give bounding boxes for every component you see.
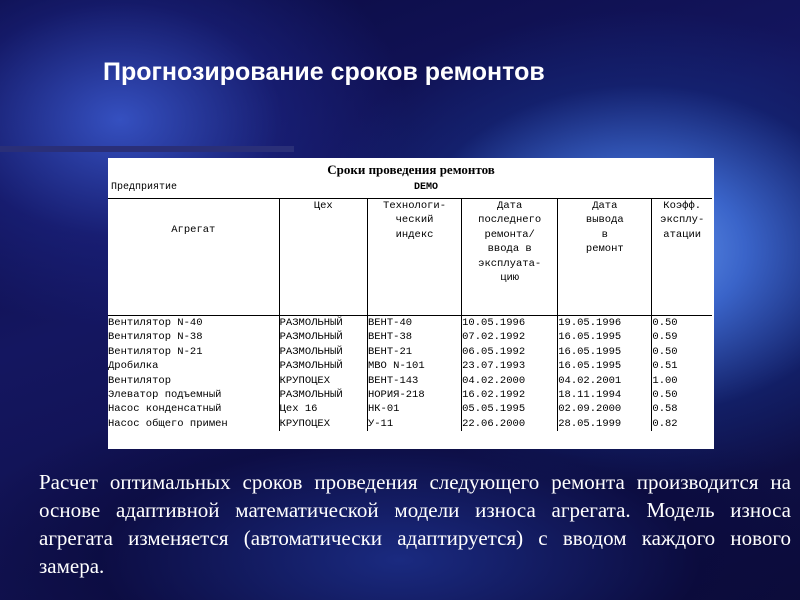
cell-last-date: 06.05.1992: [462, 345, 526, 358]
cell-last-date: 23.07.1993: [462, 360, 526, 373]
cell-aggregate: Вентилятор N-21: [108, 345, 203, 358]
cell-tech-index: НОРИЯ-218: [367, 388, 425, 401]
repair-schedule-sheet: [108, 158, 714, 449]
cell-out-date: 16.05.1995: [558, 360, 622, 373]
cell-tech-index: НК-01: [367, 403, 400, 416]
cell-coefficient: 0.58: [652, 403, 678, 416]
cell-last-date: 05.05.1995: [462, 403, 526, 416]
cell-coefficient: 1.00: [652, 374, 678, 387]
column-aggregate: [108, 316, 279, 432]
cell-out-date: 16.05.1995: [558, 331, 622, 344]
cell-aggregate: Элеватор подъемный: [108, 388, 222, 401]
column-coefficient: [652, 316, 712, 432]
table-header-row: [108, 199, 712, 316]
sheet-title: Сроки проведения ремонтов: [327, 162, 495, 177]
cell-aggregate: Вентилятор: [108, 374, 172, 387]
cell-shop: РАЗМОЛЬНЫЙ: [279, 331, 343, 344]
header-aggregate: Агрегат: [108, 199, 279, 316]
cell-out-date: 16.05.1995: [558, 345, 622, 358]
cell-coefficient: 0.82: [652, 417, 678, 430]
cell-tech-index: ВЕНТ-21: [367, 345, 413, 358]
cell-aggregate: Вентилятор N-38: [108, 331, 203, 344]
header-tech-index: Технологи- ческий индекс: [367, 199, 461, 316]
cell-shop: РАЗМОЛЬНЫЙ: [279, 345, 343, 358]
cell-aggregate: Насос общего примен: [108, 417, 228, 430]
cell-last-date: 16.02.1992: [462, 388, 526, 401]
cell-coefficient: 0.50: [652, 345, 678, 358]
header-out-date: Дата вывода в ремонт: [558, 199, 652, 316]
cell-tech-index: ВЕНТ-38: [367, 331, 413, 344]
cell-last-date: 22.06.2000: [462, 417, 526, 430]
column-last-repair-date: [462, 316, 558, 432]
header-last-repair-date: Дата последнего ремонта/ ввода в эксплуата- цию: [462, 199, 558, 316]
cell-aggregate: Дробилка: [108, 360, 159, 373]
cell-aggregate: Насос конденсатный: [108, 403, 222, 416]
enterprise-value: DEMO: [414, 182, 439, 193]
cell-shop: Цех 16: [279, 403, 318, 416]
cell-shop: РАЗМОЛЬНЫЙ: [279, 388, 343, 401]
cell-shop: КРУПОЦЕХ: [279, 417, 331, 430]
repair-table: [108, 198, 712, 431]
cell-last-date: 10.05.1996: [462, 317, 526, 329]
cell-out-date: 18.11.1994: [558, 388, 622, 401]
cell-shop: КРУПОЦЕХ: [279, 374, 331, 387]
cell-shop: РАЗМОЛЬНЫЙ: [279, 360, 343, 373]
slide-title: Прогнозирование сроков ремонтов: [103, 58, 545, 86]
cell-out-date: 28.05.1999: [558, 417, 622, 430]
column-shop: [279, 316, 367, 432]
cell-out-date: 02.09.2000: [558, 403, 622, 416]
title-underline: [0, 146, 294, 152]
cell-last-date: 07.02.1992: [462, 331, 526, 344]
enterprise-label: Предприятие: [111, 182, 178, 193]
description-paragraph: Расчет оптимальных сроков проведения следующего ремонта производится на основе адаптивной математической модели износа агрегата. Модель износа агрегата изменяется (автоматически адаптируется) с вводом каждого нового замера.: [39, 470, 791, 578]
column-out-date: [558, 316, 652, 432]
cell-tech-index: ВЕНТ-40: [367, 317, 413, 329]
cell-coefficient: 0.50: [652, 317, 678, 329]
table-body-row: [108, 316, 712, 432]
cell-out-date: 19.05.1996: [558, 317, 622, 329]
cell-last-date: 04.02.2000: [462, 374, 526, 387]
cell-coefficient: 0.51: [652, 360, 678, 373]
column-tech-index: [367, 316, 461, 432]
cell-tech-index: У-11: [367, 417, 394, 430]
cell-tech-index: МВО N-101: [367, 360, 425, 373]
cell-aggregate: Вентилятор N-40: [108, 317, 203, 329]
cell-coefficient: 0.59: [652, 331, 678, 344]
header-coefficient: Коэфф. эксплу- атации: [652, 199, 712, 316]
cell-shop: РАЗМОЛЬНЫЙ: [279, 317, 343, 329]
cell-out-date: 04.02.2001: [558, 374, 622, 387]
header-shop: Цех: [279, 199, 367, 316]
cell-coefficient: 0.50: [652, 388, 678, 401]
cell-tech-index: ВЕНТ-143: [367, 374, 419, 387]
